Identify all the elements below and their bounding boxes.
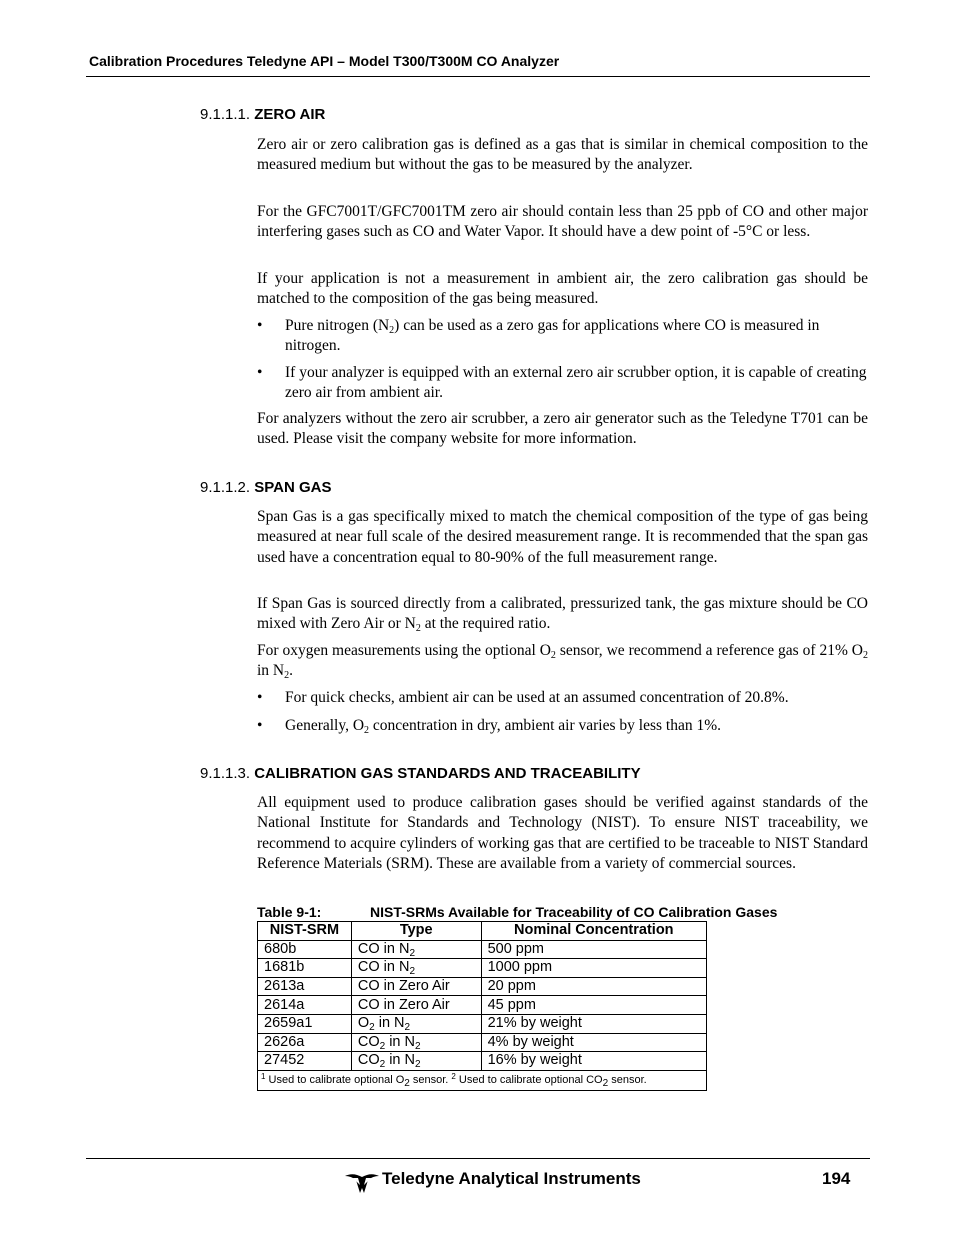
srm-cell: 2659a1: [258, 1014, 352, 1033]
type-cell: CO in Zero Air: [351, 996, 481, 1015]
srm-cell: 1681b: [258, 959, 352, 978]
concentration-cell: 1000 ppm: [481, 959, 706, 978]
table-row: [258, 1033, 707, 1052]
bullet-item: • Generally, $O_2$ concentration in dry, ambient air varies by less than 1%.: [257, 717, 721, 736]
section-heading-span-gas: [200, 479, 331, 496]
paragraph: For the GFC7001T/GFC7001TM zero air should contain less than 25 ppb of CO and other major interfering gases such as CO and Water Vapor. It should have a dew point of -5°C or less.: [257, 203, 868, 241]
bullet-item: • For quick checks, ambient air can be used at an assumed concentration of 20.8%.: [257, 688, 868, 708]
running-header: Calibration Procedures Teledyne API – Model T300/T300M CO Analyzer: [89, 53, 560, 69]
table-label: Table 9-1:: [257, 904, 322, 920]
column-header: NIST-SRM: [258, 922, 352, 941]
bullet-icon: •: [257, 689, 263, 706]
footer-divider: [86, 1158, 870, 1159]
table-row: [258, 996, 707, 1015]
teledyne-logo-icon: [344, 1171, 380, 1195]
table-footnote-row: [258, 1070, 707, 1090]
paragraph: For oxygen measurements using the optional $O_2$ sensor, we recommend a reference gas of 21% $O_2$ in $N_2$.: [257, 642, 868, 682]
concentration-cell: 21% by weight: [481, 1014, 706, 1033]
type-cell: $O_2$ in $N_2$: [351, 1014, 481, 1033]
header-divider: [86, 76, 870, 77]
srm-cell: 2626a: [258, 1033, 352, 1052]
srm-cell: 27452: [258, 1052, 352, 1071]
paragraph: For analyzers without the zero air scrubber, a zero air generator such as the Teledyne T701 can be used. Please visit the company website for more information.: [257, 410, 868, 448]
bullet-item: • If your analyzer is equipped with an external zero air scrubber option, it is capable of creating zero air from ambient air.: [257, 364, 867, 402]
concentration-cell: 45 ppm: [481, 996, 706, 1015]
footer-company: Teledyne Analytical Instruments: [382, 1169, 641, 1188]
srm-cell: 2614a: [258, 996, 352, 1015]
table-footnote: $^1$ Used to calibrate optional $O_2$ sensor. $^2$ Used to calibrate optional $CO_2$ sensor.: [258, 1070, 707, 1090]
table-row: [258, 940, 707, 959]
paragraph: If Span Gas is sourced directly from a calibrated, pressurized tank, the gas mixture should be CO mixed with Zero Air or $N_2$ at the required ratio.: [257, 595, 868, 635]
bullet-item: • Pure nitrogen $(N_2)$ can be used as a zero gas for applications where CO is measured in nitrogen.: [257, 317, 820, 355]
bullet-icon: •: [257, 317, 263, 334]
table-caption: [257, 904, 778, 920]
section-title: ZERO AIR: [254, 106, 326, 123]
paragraph: Zero air or zero calibration gas is defined as a gas that is similar in chemical composition to the measured medium but without the gas to be measured by the analyzer.: [257, 136, 868, 174]
srm-cell: 2613a: [258, 977, 352, 996]
bullet-icon: •: [257, 364, 263, 381]
concentration-cell: 20 ppm: [481, 977, 706, 996]
type-cell: CO in $N_2$: [351, 959, 481, 978]
paragraph: If your application is not a measurement in ambient air, the zero calibration gas should be matched to the composition of the gas being measured.: [257, 270, 868, 308]
table-row: [258, 1014, 707, 1033]
table-row: [258, 959, 707, 978]
type-cell: $CO_2$ in $N_2$: [351, 1033, 481, 1052]
section-heading-zero-air: [200, 106, 325, 123]
nist-srm-table: [257, 921, 707, 1091]
bullet-icon: •: [257, 717, 263, 734]
table-title: NIST-SRMs Available for Traceability of CO Calibration Gases: [370, 904, 778, 920]
paragraph: Span Gas is a gas specifically mixed to match the chemical composition of the type of gas being measured at near full scale of the desired measurement range. It is recommended that the span gas used have a concentration equal to 80-90% of the full measurement range.: [257, 508, 868, 566]
section-number: 9.1.1.1.: [200, 106, 251, 123]
section-heading-cal-standards: [200, 765, 641, 782]
section-number: 9.1.1.2.: [200, 479, 251, 496]
column-header: Type: [351, 922, 481, 941]
table-row: [258, 1052, 707, 1071]
section-title: CALIBRATION GAS STANDARDS AND TRACEABILITY: [254, 765, 641, 782]
column-header: Nominal Concentration: [481, 922, 706, 941]
paragraph: All equipment used to produce calibration gases should be verified against standards of the National Institute for Standards and Technology (NIST). To ensure NIST traceability, we recommend to acquire cylinders of working gas that are certified to be traceable to NIST Standard Reference Materials (SRM). These are available from a variety of commercial sources.: [257, 794, 868, 873]
section-title: SPAN GAS: [254, 479, 332, 496]
table-header-row: [258, 922, 707, 941]
page-number: 194: [822, 1169, 851, 1188]
srm-cell: 680b: [258, 940, 352, 959]
concentration-cell: 16% by weight: [481, 1052, 706, 1071]
section-number: 9.1.1.3.: [200, 765, 251, 782]
type-cell: $CO_2$ in $N_2$: [351, 1052, 481, 1071]
concentration-cell: 4% by weight: [481, 1033, 706, 1052]
concentration-cell: 500 ppm: [481, 940, 706, 959]
type-cell: CO in Zero Air: [351, 977, 481, 996]
type-cell: CO in $N_2$: [351, 940, 481, 959]
table-row: [258, 977, 707, 996]
